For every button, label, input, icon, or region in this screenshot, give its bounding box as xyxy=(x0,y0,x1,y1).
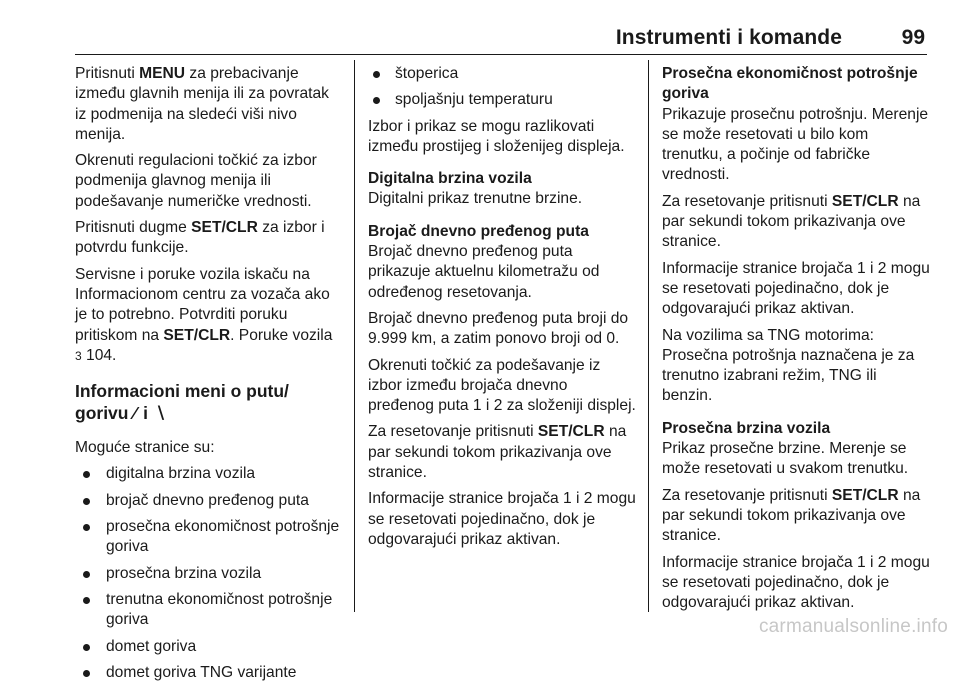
page-number: 99 xyxy=(901,26,925,49)
paragraph-display-variants: Izbor i prikaz se mogu razlikovati između prostijeg i složenijeg displeja. xyxy=(368,117,625,155)
bullet-icon xyxy=(83,471,90,478)
list-item-text: prosečna ekonomičnost potrošnje goriva xyxy=(106,518,340,556)
text: Servisne i poruke vozila iskaču na Informacionom centru za vozača ako je to potrebno. Potvrditi poruku pritiskom na xyxy=(75,265,330,344)
paragraph-wheel: Okrenuti regulacioni točkić za izbor podmenija glavnog menija ili podešavanje numeričke vrednosti. xyxy=(75,152,317,210)
list-item-text: domet goriva TNG varijante xyxy=(106,663,297,681)
page-header xyxy=(75,24,927,55)
key-label-setclr: SET/CLR xyxy=(831,192,899,210)
text: na par sekundi tokom prikazivanja ove stranice. xyxy=(662,192,921,251)
list-item-text: digitalna brzina vozila xyxy=(106,465,256,483)
text: . Poruke vozila xyxy=(230,326,333,344)
bullet-icon xyxy=(83,524,90,531)
column-divider-2 xyxy=(648,60,649,612)
text: Pritisnuti xyxy=(75,65,140,82)
list-item-text: štoperica xyxy=(395,65,459,82)
subheading-digital-speed: Digitalna brzina vozila xyxy=(368,170,532,188)
bullet-icon xyxy=(83,644,90,651)
paragraph-avg-speed-3: Informacije stranice brojača 1 i 2 mogu se resetovati pojedinačno, dok je odgovarajući prikaz aktivan. xyxy=(662,553,930,612)
text: za prebacivanje između glavnih menija ili za povratak iz podmenija na sledeći viši nivo menija. xyxy=(75,65,329,143)
list-item xyxy=(75,517,343,558)
subheading-trip-odometer: Brojač dnevno pređenog puta xyxy=(368,222,589,240)
paragraph-trip-5: Informacije stranice brojača 1 i 2 mogu se resetovati pojedinačno, dok je odgovarajući prikaz aktivan. xyxy=(368,490,636,548)
subheading-avg-fuel-economy: Prosečna ekonomičnost potrošnje goriva xyxy=(662,65,918,103)
list-item xyxy=(75,663,343,683)
page-reference[interactable]: 104. xyxy=(81,346,117,364)
watermark: carmanualsonline.info xyxy=(758,616,948,637)
page-title: Instrumenti i komande xyxy=(615,26,842,49)
paragraph-setclr xyxy=(75,218,343,259)
trip-fuel-icon: ⁄ i ∖ xyxy=(133,403,169,424)
text: Za resetovanje pritisnuti xyxy=(662,486,832,504)
page-list xyxy=(75,464,343,683)
paragraph-digital-speed: Digitalni prikaz trenutne brzine. xyxy=(368,190,583,208)
section-heading-trip-fuel-menu xyxy=(75,380,343,424)
column-divider-1 xyxy=(354,60,355,612)
bullet-icon xyxy=(83,670,90,677)
subheading-avg-speed: Prosečna brzina vozila xyxy=(662,419,831,437)
paragraph-avg-speed-1: Prikaz prosečne brzine. Merenje se može resetovati u svakom trenutku. xyxy=(662,440,909,478)
list-item xyxy=(75,464,343,484)
list-item xyxy=(75,564,343,584)
list-item-text: spoljašnju temperaturu xyxy=(395,91,553,109)
paragraph-avg-fuel-3: Informacije stranice brojača 1 i 2 mogu se resetovati pojedinačno, dok je odgovarajući prikaz aktivan. xyxy=(662,259,930,318)
paragraph-avg-fuel-reset xyxy=(662,192,930,253)
list-item xyxy=(368,90,636,110)
paragraph-menu xyxy=(75,64,343,145)
text: Pritisnuti dugme xyxy=(75,219,192,237)
column-3 xyxy=(662,64,930,619)
list-item xyxy=(75,590,343,631)
paragraph-trip-1: Brojač dnevno pređenog puta prikazuje aktuelnu kilometražu od određenog resetovanja. xyxy=(368,243,600,301)
key-label-setclr: SET/CLR xyxy=(537,423,605,441)
paragraph-trip-2: Brojač dnevno pređenog puta broji do 9.999 km, a zatim ponovo broji od 0. xyxy=(368,309,629,348)
list-item-text: brojač dnevno pređenog puta xyxy=(106,491,309,509)
page-list-continued xyxy=(368,64,636,111)
heading-text: Informacioni meni o putu/ gorivu xyxy=(75,381,289,424)
list-item-text: trenutna ekonomičnost potrošnje goriva xyxy=(106,590,333,629)
key-label-setclr: SET/CLR xyxy=(191,219,258,237)
text: Za resetovanje pritisnuti xyxy=(368,423,538,441)
bullet-icon xyxy=(373,97,380,104)
list-item xyxy=(75,491,343,511)
paragraph-trip-3: Okrenuti točkić za podešavanje iz izbor između brojača dnevno pređenog puta 1 i 2 za složeniji displej. xyxy=(368,356,636,415)
paragraph-avg-fuel-1: Prikazuje prosečnu potrošnju. Merenje se može resetovati u bilo kom trenutku, a počinje od fabričke vrednosti. xyxy=(662,105,929,184)
paragraph-avg-speed-reset xyxy=(662,486,930,547)
key-label-menu: MENU xyxy=(139,65,186,82)
paragraph-intro: Moguće stranice su: xyxy=(75,439,215,457)
paragraph-avg-fuel-4: Na vozilima sa TNG motorima: Prosečna potrošnja naznačena je za trenutno izabrani režim, TNG ili benzin. xyxy=(662,326,915,405)
bullet-icon xyxy=(83,498,90,505)
text: na par sekundi tokom prikazivanja ove stranice. xyxy=(662,486,921,545)
bullet-icon xyxy=(83,571,90,578)
text: na par sekundi tokom prikazivanja ove stranice. xyxy=(368,423,627,482)
key-label-setclr: SET/CLR xyxy=(163,326,231,344)
column-1 xyxy=(75,64,343,689)
key-label-setclr: SET/CLR xyxy=(831,486,899,504)
list-item xyxy=(368,64,636,84)
bullet-icon xyxy=(83,597,90,604)
text: Za resetovanje pritisnuti xyxy=(662,192,832,210)
column-2 xyxy=(368,64,636,556)
bullet-icon xyxy=(373,71,380,78)
paragraph-messages xyxy=(75,265,343,366)
list-item xyxy=(75,637,343,657)
text: za izbor i potvrdu funkcije. xyxy=(75,219,325,257)
page-reference-arrow-icon: 3 xyxy=(75,348,82,363)
list-item-text: domet goriva xyxy=(106,637,197,655)
list-item-text: prosečna brzina vozila xyxy=(106,564,262,582)
paragraph-trip-reset xyxy=(368,422,636,483)
